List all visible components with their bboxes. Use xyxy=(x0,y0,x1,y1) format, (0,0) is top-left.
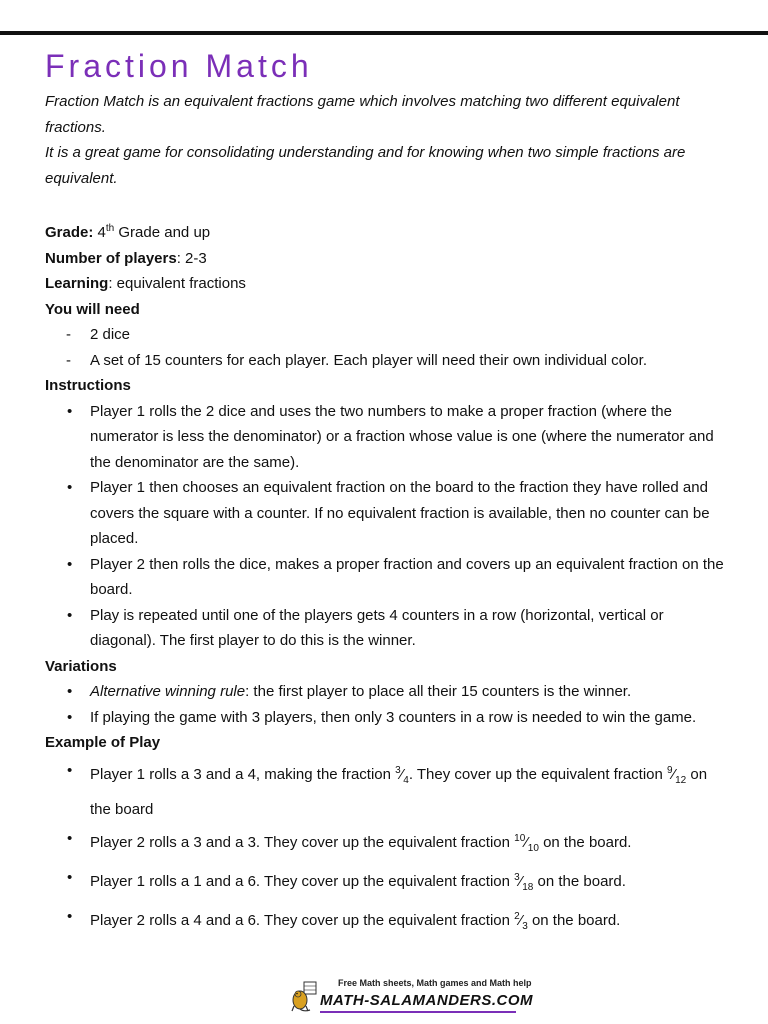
list-item xyxy=(45,679,725,705)
grade-rest: Grade and up xyxy=(118,224,211,241)
example-heading: Example of Play xyxy=(45,734,161,751)
variations-list xyxy=(45,679,725,730)
fraction: $^3⁄_{18}$ xyxy=(514,871,534,893)
list-item: • Player 1 rolls a 3 and a 4, making the fraction $^3⁄_4$. They cover up the equivalent fraction $^9⁄_{12}$ on the board xyxy=(45,756,725,824)
instructions-list xyxy=(45,399,725,654)
bullet-icon: • xyxy=(67,402,73,420)
list-item xyxy=(45,399,725,476)
fraction: $^{10}⁄_{10}$ xyxy=(514,832,539,854)
list-item: • Player 2 rolls a 4 and a 6. They cover up the equivalent fraction $^2⁄_3$ on the board. xyxy=(45,902,725,941)
intro-line-2: It is a great game for consolidating understanding and for knowing when two simple fractions are equivalent. xyxy=(45,144,686,187)
list-item: - A set of 15 counters for each player. Each player will need their own individual color. xyxy=(45,348,725,374)
grade-sup: th xyxy=(105,223,115,234)
item-text: If playing the game with 3 players, then only 3 counters in a row is needed to win the game. xyxy=(90,708,697,726)
need-list xyxy=(45,322,725,373)
fraction: $^9⁄_{12}$ xyxy=(667,764,687,786)
learning-label: Learning xyxy=(45,275,109,292)
item-text: Player 2 then rolls the dice, makes a proper fraction and covers up an equivalent fraction on the board. xyxy=(90,555,724,598)
worksheet-content xyxy=(45,46,725,941)
list-item xyxy=(45,552,725,603)
list-item xyxy=(45,603,725,654)
bullet-icon: • xyxy=(67,868,73,886)
players-row xyxy=(45,246,725,272)
top-rule xyxy=(0,31,768,35)
variations-heading: Variations xyxy=(45,657,117,675)
list-item: • Player 2 rolls a 3 and a 3. They cover up the equivalent fraction $^{10}⁄_{10}$ on the board. xyxy=(45,824,725,863)
item-text: Player 1 rolls the 2 dice and uses the two numbers to make a proper fraction (where the numerator is less the denominator) or a fraction whose value is one (where the numerator and the denominator are the same). xyxy=(90,402,714,471)
grade-label: Grade: xyxy=(45,224,94,241)
bullet-icon: • xyxy=(67,708,73,726)
item-text: Player 1 then chooses an equivalent fraction on the board to the fraction they have rolled and covers the square with a counter. If no equivalent fraction is available, then no counter can be placed. xyxy=(90,479,710,547)
intro-line-1: Fraction Match is an equivalent fractions game which involves matching two different equivalent fractions. xyxy=(45,93,680,136)
fraction: $^3⁄_4$ xyxy=(395,764,409,786)
players-label: Number of players xyxy=(45,249,177,267)
footer-underline xyxy=(320,1011,516,1013)
list-item xyxy=(45,475,725,552)
bullet-icon: • xyxy=(67,683,73,700)
item-text: Play is repeated until one of the players gets 4 counters in a row (horizontal, vertical or diagonal). The first player to do this is the winner. xyxy=(90,606,664,649)
bullet-icon: • xyxy=(67,555,73,573)
example-list xyxy=(45,756,725,941)
bullet-icon: • xyxy=(67,907,73,925)
players-value: : 2-3 xyxy=(176,249,207,267)
list-item: - 2 dice xyxy=(45,322,725,348)
rule-text: : the first player to place all their 15 counters is the winner. xyxy=(245,683,632,700)
footer-tagline: Free Math sheets, Math games and Math help xyxy=(338,978,532,988)
bullet-icon: • xyxy=(67,829,73,847)
list-item xyxy=(45,705,725,731)
grade-row xyxy=(45,216,725,246)
need-heading: You will need xyxy=(45,300,140,318)
rule-label: Alternative winning rule xyxy=(90,683,246,700)
intro xyxy=(45,89,725,191)
site-footer-logo[interactable] xyxy=(290,976,534,1016)
learning-value: : equivalent fractions xyxy=(108,275,246,292)
footer-site[interactable]: MATH-SALAMANDERS.COM xyxy=(320,992,534,1009)
page-title: Fraction Match xyxy=(45,48,313,84)
list-item: • Player 1 rolls a 1 and a 6. They cover up the equivalent fraction $^3⁄_{18}$ on the board. xyxy=(45,863,725,902)
bullet-icon: • xyxy=(67,606,73,624)
bullet-icon: • xyxy=(67,761,73,779)
grade-num: 4 xyxy=(97,224,106,241)
game-info xyxy=(45,216,725,941)
learning-row xyxy=(45,271,725,297)
instructions-heading: Instructions xyxy=(45,377,131,394)
bullet-icon: • xyxy=(67,479,73,496)
fraction: $^2⁄_3$ xyxy=(514,910,528,932)
salamander-logo-icon xyxy=(290,980,318,1012)
